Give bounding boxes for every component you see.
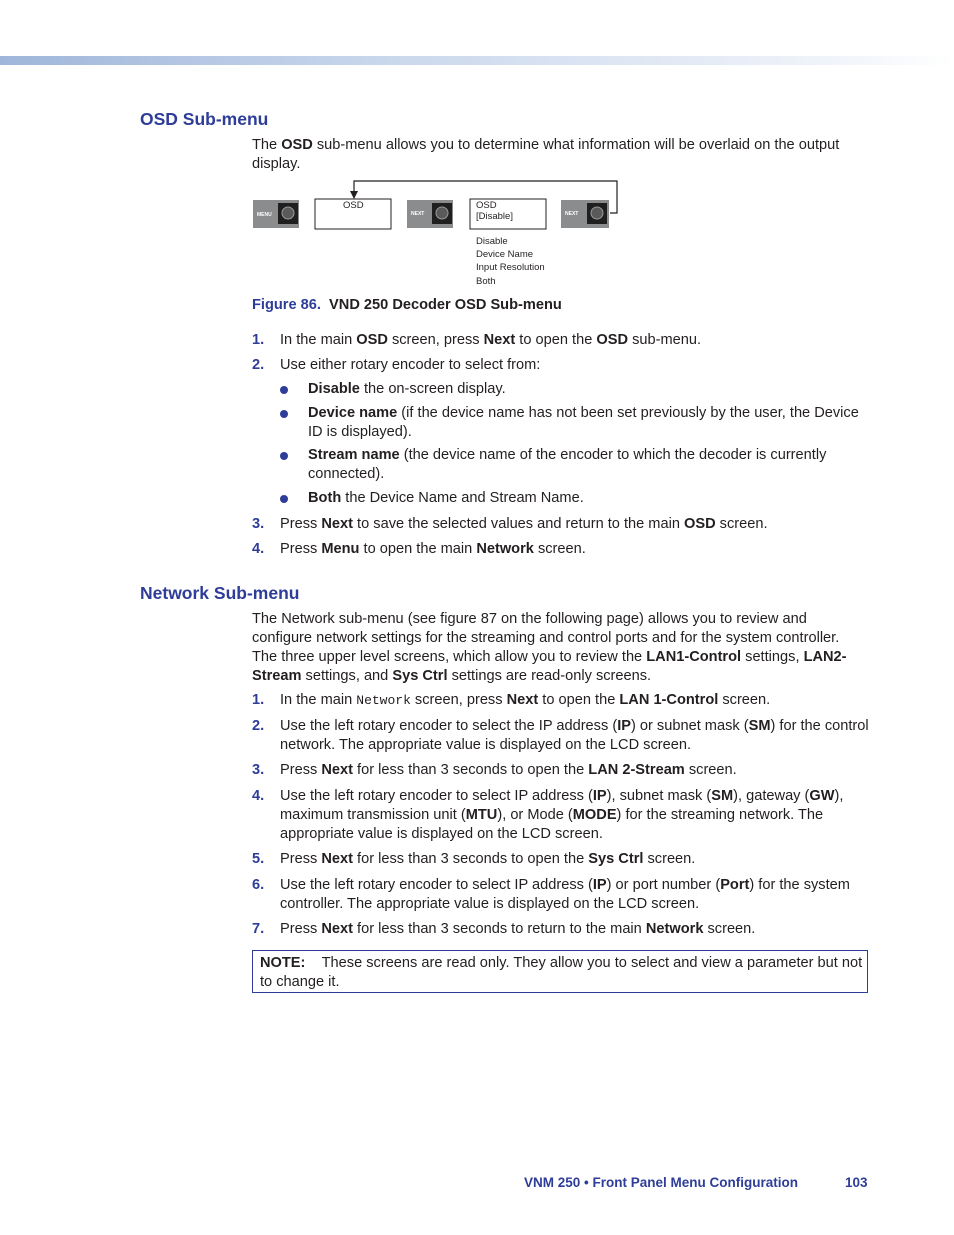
note-label: NOTE: [260,955,306,971]
menu-knob-icon [282,207,294,219]
screen-2-line1: OSD [476,200,497,211]
screen-2-line2: [Disable] [476,211,513,222]
osd-intro: The OSD sub-menu allows you to determine what information will be overlaid on the output display. [252,137,840,172]
figure-caption: Figure 86. VND 250 Decoder OSD Sub-menu [252,297,562,313]
option-disable: Disable [476,236,508,247]
next-button-2-label: NEXT [565,211,579,217]
screen-1-text: OSD [343,200,364,211]
next-knob-1-icon [436,207,448,219]
header-gradient-bar [0,56,954,65]
option-device-name: Device Name [476,249,534,260]
bullet-dot [280,410,288,418]
option-input-resolution: Input Resolution [476,262,545,273]
note-content [260,954,864,992]
next-knob-2-icon [591,207,603,219]
osd-diagram [250,178,630,298]
network-intro: The Network sub-menu (see figure 87 on the following page) allows you to review and configure network settings for the streaming and control ports and for the system controller. The three upper level screens, which allow you to review the LAN1-Control settings, LAN2-Stream settings, and Sys Ctrl settings are read-only screens. [252,611,847,684]
osd-heading: OSD Sub-menu [140,109,269,129]
bullet-dot [280,495,288,503]
footer-title: VNM 250 • Front Panel Menu Configuration [524,1175,798,1190]
network-heading: Network Sub-menu [140,583,300,603]
next-button-1-label: NEXT [411,211,425,217]
bullet-dot [280,452,288,460]
note-box [252,950,868,993]
footer-page-number: 103 [845,1175,868,1190]
menu-button-label: MENU [257,212,272,218]
note-text: These screens are read only. They allow you to select and view a parameter but not to change it. [260,955,863,990]
loop-arrowhead [350,191,358,199]
osd-flow-diagram [250,178,630,293]
option-both: Both [476,276,496,287]
bullet-dot [280,386,288,394]
